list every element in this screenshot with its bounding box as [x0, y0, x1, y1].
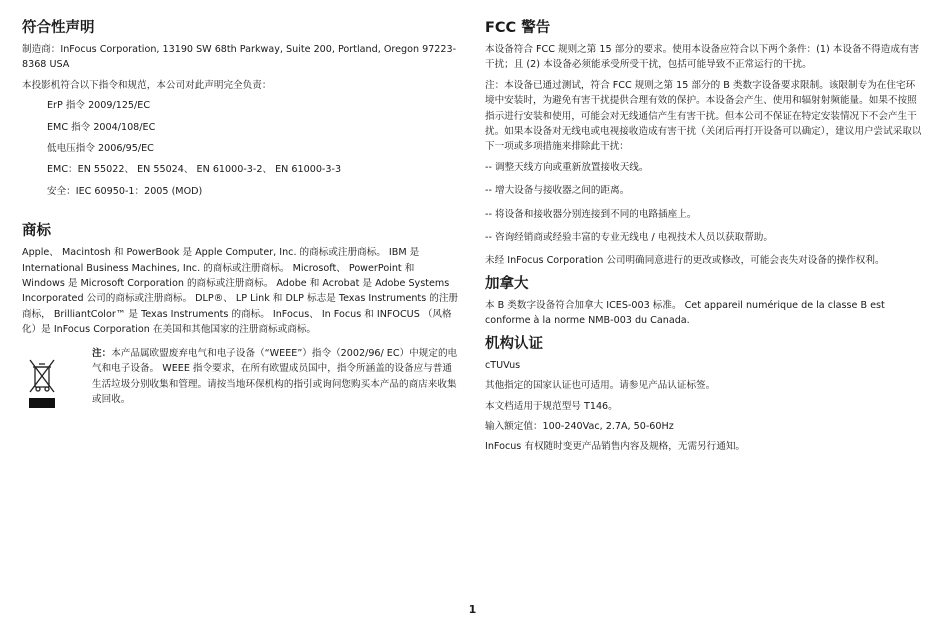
- left-column: [22, 18, 460, 416]
- certification-paragraph: 输入额定值：100-240Vac, 2.7A, 50-60Hz: [485, 420, 674, 432]
- crossed-out-wheelie-bin-icon: [28, 358, 56, 410]
- right-column: [485, 18, 923, 460]
- trademark-heading: 商标: [22, 223, 51, 240]
- certification-heading: 机构认证: [485, 335, 543, 352]
- compliance-statement: 本投影机符合以下指令和规范，本公司对此声明完全负责：: [22, 79, 272, 91]
- page-number: 1: [468, 603, 477, 616]
- fcc-paragraph-1: 本设备符合 FCC 规则之第 15 部分的要求。使用本设备应符合以下两个条件：(1) 本设备不得造成有害干扰；且 (2) 本设备必须能承受所受干扰，包括可能导致不正常运行的干扰。: [485, 44, 920, 71]
- directive-item: 低电压指令 2006/95/EC: [47, 143, 154, 155]
- weee-note-label: 注：: [92, 347, 112, 359]
- fcc-heading: FCC 警告: [485, 20, 551, 36]
- fcc-measure-item: -- 调整天线方向或重新放置接收天线。: [485, 161, 649, 173]
- fcc-paragraph-3: 未经 InFocus Corporation 公司明确同意进行的更改或修改，可能会丧失对设备的操作权利。: [485, 255, 885, 267]
- manufacturer-text: 制造商：InFocus Corporation, 13190 SW 68th Parkway, Suite 200, Portland, Oregon 97223-8368 USA: [22, 44, 457, 71]
- fcc-measure-item: -- 将设备和接收器分别连接到不同的电路插座上。: [485, 208, 697, 220]
- directive-item: 安全：IEC 60950-1：2005 (MOD): [47, 185, 203, 197]
- certification-paragraph: 其他指定的国家认证也可适用。请参见产品认证标签。: [485, 380, 716, 392]
- directive-item: ErP 指令 2009/125/EC: [47, 100, 151, 112]
- fcc-measure-item: -- 增大设备与接收器之间的距离。: [485, 185, 630, 197]
- trademark-text: Apple、 Macintosh 和 PowerBook 是 Apple Computer, Inc. 的商标或注册商标。 IBM 是 International Business Machines, Inc. 的商标或注册商标。 Microsoft、 PowerPoint 和 Windows 是 Microsoft Corporation 的商标或注册商标。 Adobe 和 Acrobat 是 Adobe Systems Incorporated 公司的商标或注册商标。 DLP®、 LP Link 和 DLP 标志是 Texas Instruments 的注册商标， BrilliantColor™ 是 Texas Instruments 的商标。 InFocus、 In Focus 和 INFOCUS （风格化）是 InFocus Corporation 在美国和其他国家的注册商标或商标。: [22, 247, 459, 336]
- compliance-heading: 符合性声明: [22, 20, 95, 36]
- weee-note-text: 本产品属欧盟废弃电气和电子设备（“WEEE”）指令（2002/96/ EC）中规定的电气和电子设备。 WEEE 指令要求，在所有欧盟成员国中，指令所涵盖的设备应与普通生活垃圾分别收集和管理。请按当地环保机构的指引或询问您购买本产品的商店来收集或回收。: [92, 347, 458, 405]
- directive-item: EMC 指令 2004/108/EC: [47, 121, 156, 133]
- fcc-paragraph-2: 注：本设备已通过测试，符合 FCC 规则之第 15 部分的 B 类数字设备要求限制。该限制专为在住宅环境中安装时，为避免有害干扰提供合理有效的保护。本设备会产生、使用和辐射射频能量。如果不按照指示进行安装和使用，可能会对无线通信产生有害干扰。但本公司不保证在特定安装情况下不会产生干扰。如果本设备对无线电或电视接收造成有害干扰（关闭后再打开设备可以确定），建议用户尝试采取以下一项或多项措施来排除此干扰：: [485, 79, 922, 153]
- fcc-measure-item: -- 咨询经销商或经验丰富的专业无线电 / 电视技术人员以获取帮助。: [485, 232, 773, 244]
- certification-paragraph: 本文档适用于规范型号 T146。: [485, 400, 618, 412]
- certification-mark: cTUVus: [485, 359, 521, 371]
- canada-heading: 加拿大: [485, 275, 529, 292]
- weee-note: [92, 346, 460, 408]
- weee-notice: [22, 346, 460, 416]
- certification-paragraph: InFocus 有权随时变更产品销售内容及规格，无需另行通知。: [485, 441, 746, 453]
- directive-item: EMC：EN 55022、 EN 55024、 EN 61000-3-2、 EN 61000-3-3: [47, 164, 342, 176]
- canada-text: 本 B 类数字设备符合加拿大 ICES-003 标准。 Cet appareil numérique de la classe B est conforme à la norme NMB-003 du Canada.: [485, 299, 885, 327]
